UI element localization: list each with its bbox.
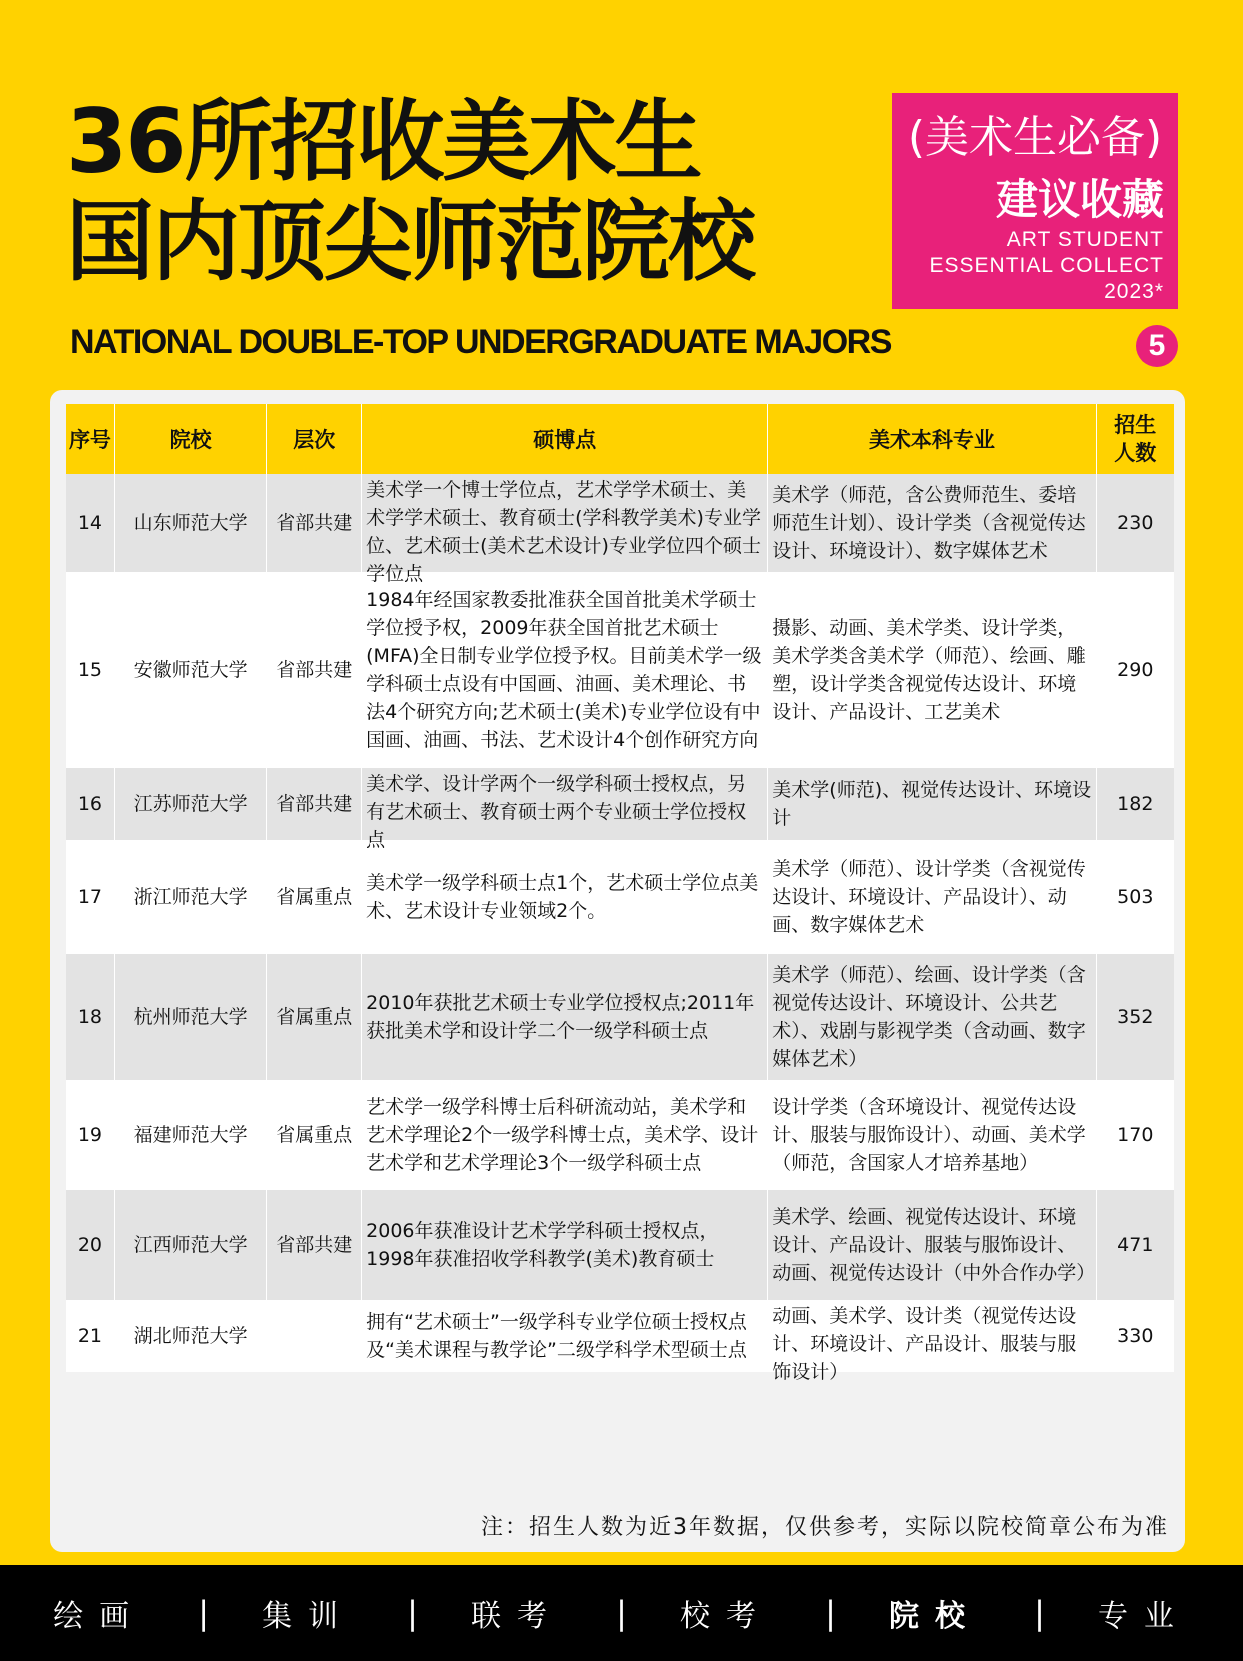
degree-points <box>362 768 768 851</box>
school-level-text: 省属重点 <box>276 1124 353 1146</box>
table-row <box>66 954 1174 1080</box>
table-panel <box>50 390 1185 1552</box>
school-level-text: 省属重点 <box>276 1006 353 1028</box>
header-school: 院校 <box>114 404 267 474</box>
row-number-text: 21 <box>77 1325 103 1347</box>
enrollment-count <box>1096 572 1174 768</box>
page-number-badge: 5 <box>1136 325 1178 367</box>
degree-points <box>362 474 768 585</box>
school-level-text: 省部共建 <box>276 512 353 534</box>
nav-item-schools[interactable]: 院校 <box>888 1599 981 1634</box>
degree-points <box>362 840 768 954</box>
school-level <box>267 1190 362 1300</box>
enrollment-count-text: 182 <box>1117 793 1154 815</box>
art-majors <box>768 954 1096 1080</box>
school-name-text: 杭州师范大学 <box>133 1006 248 1028</box>
school-name <box>114 954 267 1080</box>
school-name <box>114 1190 267 1300</box>
row-number <box>66 474 114 572</box>
school-level-text: 省部共建 <box>276 1234 353 1256</box>
enrollment-count-text: 471 <box>1117 1234 1154 1256</box>
nav-separator: | <box>198 1594 209 1632</box>
row-number <box>66 840 114 954</box>
school-name-text: 江西师范大学 <box>133 1234 248 1256</box>
school-name-text: 江苏师范大学 <box>133 793 248 815</box>
enrollment-count-text: 503 <box>1117 886 1154 908</box>
degree-points <box>362 572 768 768</box>
row-number-text: 18 <box>77 1006 103 1028</box>
badge-line-3: ART STUDENT <box>1006 228 1164 251</box>
degree-points-text: 美术学一级学科硕士点1个，艺术硕士学位点美术、艺术设计专业领域2个。 <box>366 872 759 922</box>
degree-points-text: 艺术学一级学科博士后科研流动站，美术学和艺术学理论2个一级学科博士点，美术学、设计艺术学和艺术学理论3个一级学科硕士点 <box>366 1096 759 1174</box>
school-level-text: 省部共建 <box>276 659 353 681</box>
school-name <box>114 1300 267 1372</box>
enrollment-count-text: 290 <box>1117 659 1154 681</box>
art-majors <box>768 1300 1096 1383</box>
enrollment-count <box>1096 954 1174 1080</box>
art-majors-text: 美术学（师范）、设计学类（含视觉传达设计、环境设计、产品设计）、动画、数字媒体艺术 <box>772 858 1086 936</box>
nav-separator: | <box>825 1594 836 1632</box>
nav-item-training[interactable]: 集训 <box>262 1599 355 1634</box>
art-majors-text: 设计学类（含环境设计、视觉传达设计、服装与服饰设计）、动画、美术学（师范，含国家人才培养基地） <box>772 1096 1086 1174</box>
school-name-text: 安徽师范大学 <box>133 659 248 681</box>
art-majors <box>768 1080 1096 1190</box>
nav-item-major[interactable]: 专业 <box>1097 1599 1190 1634</box>
row-number-text: 14 <box>77 512 103 534</box>
nav-separator: | <box>407 1594 418 1632</box>
badge-line-5: 2023* <box>1104 280 1164 303</box>
enrollment-count <box>1096 768 1174 840</box>
row-number-text: 16 <box>77 793 103 815</box>
school-level-text: 省部共建 <box>276 793 353 815</box>
title-line-2: 国内顶尖师范院校 <box>66 190 755 293</box>
degree-points-text: 2010年获批艺术硕士专业学位授权点;2011年获批美术学和设计学二个一级学科硕士点 <box>366 992 755 1042</box>
school-name <box>114 840 267 954</box>
row-number <box>66 1300 114 1372</box>
school-level <box>267 840 362 954</box>
degree-points <box>362 1190 768 1300</box>
title-line-1: 36所招收美术生 <box>66 90 701 193</box>
school-name-text: 湖北师范大学 <box>133 1325 248 1347</box>
header-degrees: 硕博点 <box>362 404 768 474</box>
school-level <box>267 474 362 572</box>
row-number-text: 15 <box>77 659 103 681</box>
row-number-text: 20 <box>77 1234 103 1256</box>
art-majors-text: 美术学(师范)、视觉传达设计、环境设计 <box>772 779 1092 829</box>
badge-line-2: 建议收藏 <box>995 175 1164 224</box>
nav-separator: | <box>616 1594 627 1632</box>
school-level <box>267 1080 362 1190</box>
art-majors-text: 摄影、动画、美术学类、设计学类，美术学类含美术学（师范）、绘画、雕塑，设计学类含视觉传达设计、环境设计、产品设计、工艺美术 <box>772 617 1086 723</box>
art-majors <box>768 768 1096 840</box>
degree-points-text: 美术学、设计学两个一级学科硕士授权点，另有艺术硕士、教育硕士两个专业硕士学位授权点 <box>366 773 747 851</box>
table-header-row <box>66 404 1174 474</box>
school-name-text: 福建师范大学 <box>133 1124 248 1146</box>
degree-points-text: 拥有“艺术硕士”一级学科专业学位硕士授权点及“美术课程与教学论”二级学科学术型硕士点 <box>366 1311 747 1361</box>
school-name-text: 浙江师范大学 <box>133 886 248 908</box>
table-row <box>66 474 1174 572</box>
table-row <box>66 1080 1174 1190</box>
degree-points-text: 1984年经国家教委批准获全国首批美术学硕士学位授予权，2009年获全国首批艺术硕士(MFA)全日制专业学位授予权。目前美术学一级学科硕士点设有中国画、油画、美术理论、书法4个研究方向;艺术硕士(美术)专业学位设有中国画、油画、书法、艺术设计4个创作研究方向 <box>366 589 762 751</box>
school-name <box>114 1080 267 1190</box>
art-majors <box>768 1190 1096 1300</box>
school-name-text: 山东师范大学 <box>133 512 248 534</box>
enrollment-count-text: 352 <box>1117 1006 1154 1028</box>
art-majors-text: 美术学（师范）、绘画、设计学类（含视觉传达设计、环境设计、公共艺术）、戏剧与影视学类（含动画、数字媒体艺术） <box>772 964 1086 1070</box>
row-number <box>66 954 114 1080</box>
badge-line-4: ESSENTIAL COLLECT <box>929 254 1164 277</box>
enrollment-count <box>1096 840 1174 954</box>
table-row <box>66 840 1174 954</box>
footnote: 注：招生人数为近3年数据，仅供参考，实际以院校简章公布为准 <box>481 1515 1169 1540</box>
enrollment-count-text: 170 <box>1117 1124 1154 1146</box>
school-level <box>267 768 362 840</box>
school-level <box>267 1300 362 1372</box>
enrollment-count <box>1096 1300 1174 1372</box>
enrollment-count <box>1096 1080 1174 1190</box>
school-level <box>267 572 362 768</box>
header-enroll: 招生 人数 <box>1096 404 1174 474</box>
school-level-text: 省属重点 <box>276 886 353 908</box>
art-majors <box>768 572 1096 768</box>
row-number-text: 19 <box>77 1124 103 1146</box>
enrollment-count-text: 330 <box>1117 1325 1154 1347</box>
nav-item-painting[interactable]: 绘画 <box>53 1599 146 1634</box>
table-row <box>66 768 1174 840</box>
row-number <box>66 1190 114 1300</box>
header-no: 序号 <box>66 404 114 474</box>
degree-points-text: 2006年获准设计艺术学学科硕士授权点，1998年获准招收学科教学(美术)教育硕士 <box>366 1220 719 1270</box>
school-name <box>114 768 267 840</box>
art-majors <box>768 474 1096 572</box>
degree-points <box>362 954 768 1080</box>
header-level: 层次 <box>267 404 362 474</box>
row-number <box>66 1080 114 1190</box>
nav-separator: | <box>1034 1594 1045 1632</box>
art-majors-text: 动画、美术学、设计类（视觉传达设计、环境设计、产品设计、服装与服饰设计） <box>772 1305 1077 1383</box>
page-subtitle: NATIONAL DOUBLE-TOP UNDERGRADUATE MAJORS <box>70 323 891 361</box>
collect-badge <box>892 93 1178 309</box>
row-number-text: 17 <box>77 886 103 908</box>
nav-item-school-exam[interactable]: 校考 <box>680 1599 772 1634</box>
row-number <box>66 572 114 768</box>
enrollment-count <box>1096 474 1174 572</box>
nav-item-joint-exam[interactable]: 联考 <box>471 1599 564 1634</box>
degree-points <box>362 1080 768 1190</box>
table-row <box>66 1190 1174 1300</box>
table-row <box>66 1300 1174 1372</box>
art-majors-text: 美术学、绘画、视觉传达设计、环境设计、产品设计、服装与服饰设计、动画、视觉传达设计（中外合作办学） <box>772 1206 1096 1284</box>
badge-line-1: (美术生必备) <box>907 112 1163 163</box>
enrollment-count <box>1096 1190 1174 1300</box>
school-name <box>114 572 267 768</box>
art-majors <box>768 840 1096 954</box>
art-majors-text: 美术学（师范，含公费师范生、委培师范生计划）、设计学类（含视觉传达设计、环境设计）、数字媒体艺术 <box>772 484 1086 562</box>
header-majors: 美术本科专业 <box>768 404 1096 474</box>
degree-points-text: 美术学一个博士学位点，艺术学学术硕士、美术学学术硕士、教育硕士(学科教学美术)专业学位、艺术硕士(美术艺术设计)专业学位四个硕士学位点 <box>366 479 761 585</box>
school-name <box>114 474 267 572</box>
degree-points <box>362 1300 768 1372</box>
bottom-nav <box>0 1565 1243 1661</box>
schools-table <box>66 404 1174 1383</box>
enrollment-count-text: 230 <box>1117 512 1154 534</box>
school-level <box>267 954 362 1080</box>
table-row <box>66 572 1174 768</box>
page-title <box>66 92 754 292</box>
row-number <box>66 768 114 840</box>
